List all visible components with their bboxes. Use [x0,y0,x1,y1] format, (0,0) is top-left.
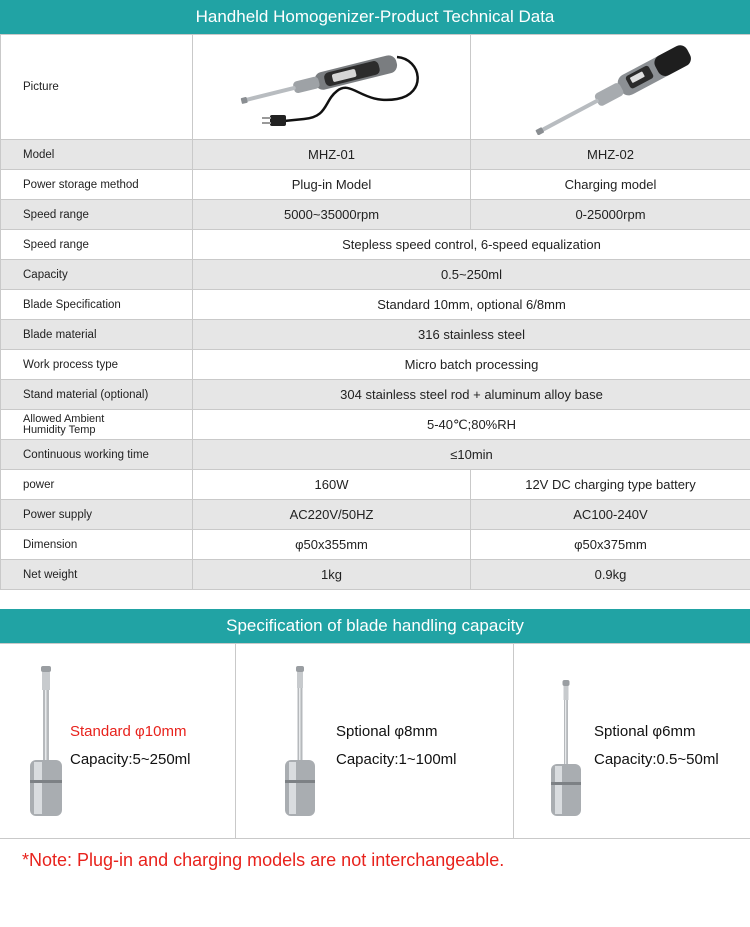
blade-capacity: Capacity:0.5~50ml [594,751,719,768]
table-row [1,380,750,410]
value-mhz-01: 160W [193,470,471,500]
table-row [1,530,750,560]
row-label: Continuous working time [1,440,193,470]
row-label: Blade Specification [1,290,193,320]
blade-section-title: Specification of blade handling capacity [226,616,524,635]
table-row [1,320,750,350]
row-label: Net weight [1,560,193,590]
value-shared: Standard 10mm, optional 6/8mm [193,290,750,320]
value-mhz-01: 1kg [193,560,471,590]
row-label: power [1,470,193,500]
blade-spec: Standard φ10mm [70,723,187,740]
value-mhz-02: MHZ-02 [471,140,750,170]
row-label: Picture [1,35,193,140]
row-label: Speed range [1,230,193,260]
plug-in-homogenizer-image [232,39,432,135]
value-shared: 0.5~250ml [193,260,750,290]
row-label: Power supply [1,500,193,530]
table-title-banner [0,0,750,34]
blade-capacity: Capacity:5~250ml [70,751,191,768]
value-mhz-01: MHZ-01 [193,140,471,170]
value-shared: 5-40℃;80%RH [193,410,750,440]
value-mhz-01: 5000~35000rpm [193,200,471,230]
picture-mhz-01 [193,35,471,140]
table-row [1,260,750,290]
blade-text-10mm [70,718,190,774]
blade-card-10mm [0,644,236,838]
table-row [1,440,750,470]
row-label [1,410,193,440]
table-row [1,410,750,440]
blade-8mm-image [280,662,320,822]
row-label: Work process type [1,350,193,380]
value-mhz-01: AC220V/50HZ [193,500,471,530]
table-row [1,560,750,590]
cordless-homogenizer-image [511,39,711,135]
blade-10mm-image [26,662,66,822]
row-label-line2: Humidity Temp [23,423,96,436]
value-mhz-02: 0-25000rpm [471,200,750,230]
value-mhz-02: φ50x375mm [471,530,750,560]
value-shared: 316 stainless steel [193,320,750,350]
picture-mhz-02 [471,35,750,140]
row-label: Speed range [1,200,193,230]
value-mhz-02: 12V DC charging type battery [471,470,750,500]
row-label: Capacity [1,260,193,290]
footnote: *Note: Plug-in and charging models are not interchangeable. [22,850,505,870]
table-row [1,470,750,500]
row-label: Dimension [1,530,193,560]
blade-capacity: Capacity:1~100ml [336,751,457,768]
blade-card-8mm [236,644,514,838]
blade-spec: Sptional φ8mm [336,723,438,740]
value-shared: 304 stainless steel rod + aluminum alloy base [193,380,750,410]
blade-6mm-image [546,662,586,822]
value-shared: Stepless speed control, 6-speed equalization [193,230,750,260]
blade-text-8mm [336,718,456,774]
spec-table [0,34,750,590]
value-shared: Micro batch processing [193,350,750,380]
row-label: Power storage method [1,170,193,200]
table-row-picture [1,35,750,140]
blade-section-banner [0,609,750,643]
row-label-line1: Allowed Ambient [23,412,105,425]
table-row [1,230,750,260]
row-label: Stand material (optional) [1,380,193,410]
table-row [1,170,750,200]
table-row [1,140,750,170]
blade-spec: Sptional φ6mm [594,723,696,740]
blade-text-6mm [594,718,719,774]
table-row [1,200,750,230]
value-mhz-01: Plug-in Model [193,170,471,200]
value-shared: ≤10min [193,440,750,470]
table-row [1,500,750,530]
table-row [1,350,750,380]
value-mhz-02: AC100-240V [471,500,750,530]
value-mhz-02: 0.9kg [471,560,750,590]
table-row [1,290,750,320]
blade-card-6mm [514,644,750,838]
table-title: Handheld Homogenizer-Product Technical Data [195,7,555,26]
row-label: Model [1,140,193,170]
row-label: Blade material [1,320,193,350]
blade-spec-panel [0,643,750,839]
value-mhz-02: Charging model [471,170,750,200]
value-mhz-01: φ50x355mm [193,530,471,560]
